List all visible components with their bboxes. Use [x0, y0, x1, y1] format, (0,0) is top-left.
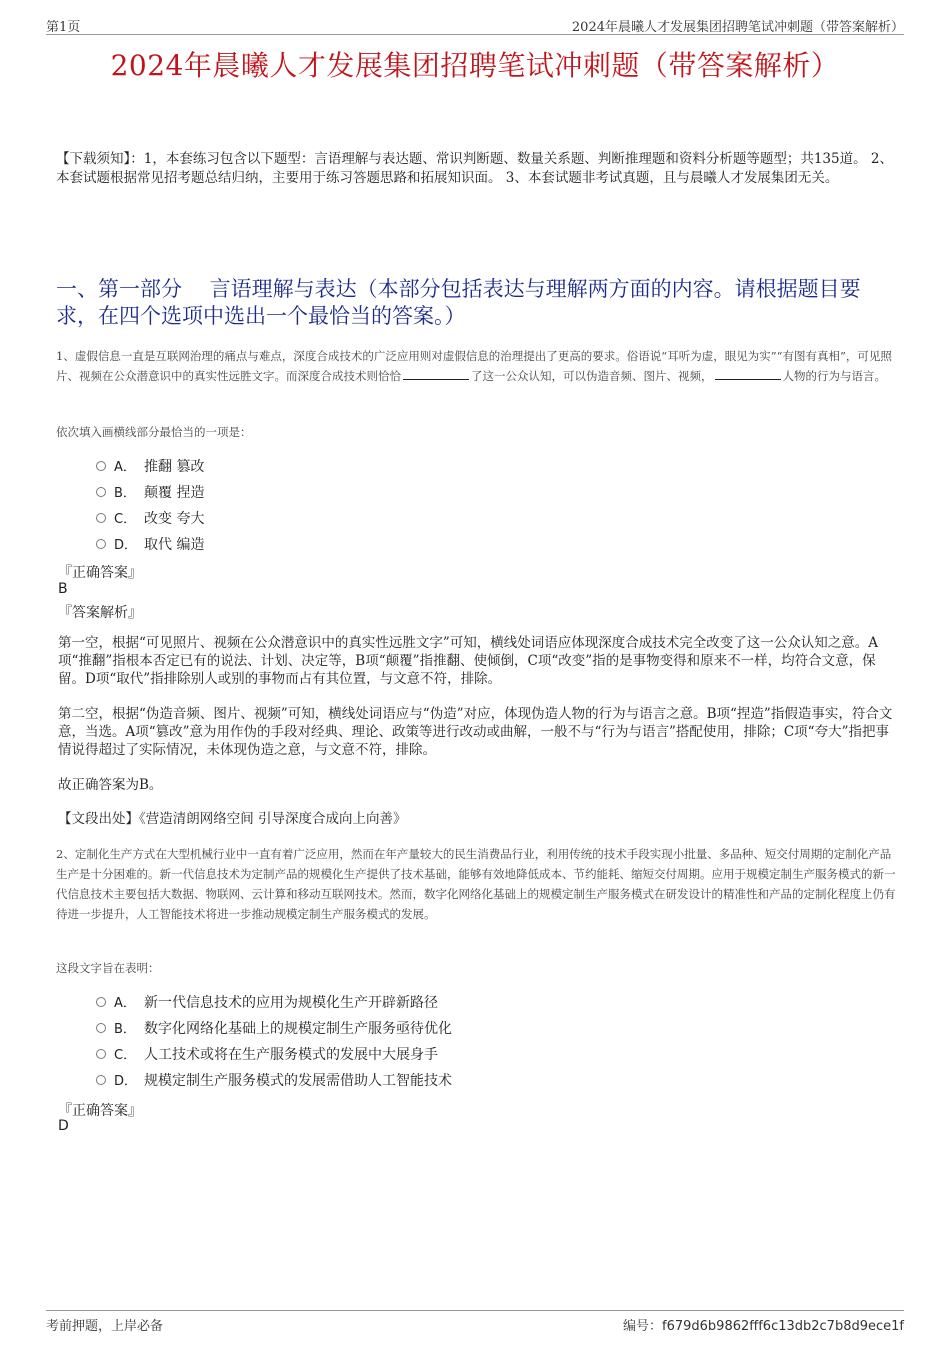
fill-blank	[715, 367, 781, 380]
page-header	[46, 14, 904, 35]
question-1-analysis-para-1: 第一空，根据“可见照片、视频在公众潜意识中的真实性远胜文字”可知，横线处词语应体现深度合成技术完全改变了这一公众认知之意。A项“推翻”指根本否定已有的说法、计划、决定等，B项“颠覆”指推翻、使倾倒，C项“改变”指的是事物变得和原来不一样，均符合文意，保留。D项“取代”指排除别人或别的事物而占有其位置，与文意不符，排除。	[58, 635, 879, 687]
question-1-analysis-label: 『答案解析』	[58, 605, 142, 621]
page-number: 第1页	[46, 20, 81, 35]
footer-slogan: 考前押题，上岸必备	[46, 1319, 164, 1334]
question-1-option-a[interactable]: A． 推翻 篡改	[96, 456, 204, 478]
question-2-answer-label: 『正确答案』	[58, 1103, 142, 1119]
radio-icon[interactable]	[96, 1023, 106, 1033]
question-2-option-c[interactable]: C． 人工技术或将在生产服务模式的发展中大展身手	[96, 1044, 438, 1066]
question-2-option-b[interactable]: B． 数字化网络化基础上的规模定制生产服务亟待优化	[96, 1018, 452, 1040]
radio-icon[interactable]	[96, 1049, 106, 1059]
radio-icon[interactable]	[96, 461, 106, 471]
question-1-answer-label: 『正确答案』	[58, 565, 142, 581]
question-1-prompt: 依次填入画横线部分最恰当的一项是：	[56, 425, 252, 439]
page-footer	[46, 1310, 904, 1334]
question-1-option-c[interactable]: C． 改变 夸大	[96, 508, 204, 530]
section-title: 一、第一部分 言语理解与表达（本部分包括表达与理解两方面的内容。请根据题目要求，在四个选项中选出一个最恰当的答案。）	[56, 277, 861, 328]
radio-icon[interactable]	[96, 997, 106, 1007]
question-1-option-b[interactable]: B． 颠覆 捏造	[96, 482, 204, 504]
question-1-source: 【文段出处】《营造清朗网络空间 引导深度合成向上向善》	[58, 811, 407, 827]
question-1-answer: B	[58, 581, 68, 597]
question-1-option-d[interactable]: D． 取代 编造	[96, 534, 204, 556]
radio-icon[interactable]	[96, 1075, 106, 1085]
radio-icon[interactable]	[96, 539, 106, 549]
question-1-text: 1、虚假信息一直是互联网治理的痛点与难点，深度合成技术的广泛应用则对虚假信息的治理提出了更高的要求。俗语说“耳听为虚，眼见为实”“有图有真相”，可见照片、视频在公众潜意识中的真实性远胜文字。而深度合成技术则恰恰 了这一公众认知，可以伪造音频、图片、视频， 人物的行为与语言。	[56, 349, 892, 383]
download-notice: 【下载须知】：1，本套练习包含以下题型：言语理解与表达题、常识判断题、数量关系题、判断推理题和资料分析题等题型；共135道。 2、本套试题根据常见招考题总结归纳，主要用于练习答题思路和拓展知识面。 3、本套试题非考试真题，且与晨曦人才发展集团无关。	[56, 151, 893, 186]
radio-icon[interactable]	[96, 513, 106, 523]
question-2-prompt: 这段文字旨在表明：	[56, 961, 160, 975]
question-2-option-a[interactable]: A． 新一代信息技术的应用为规模化生产开辟新路径	[96, 992, 438, 1014]
question-2-answer: D	[58, 1118, 69, 1134]
radio-icon[interactable]	[96, 487, 106, 497]
fill-blank	[403, 367, 469, 380]
footer-code: 编号：f679d6b9862fff6c13db2c7b8d9ece1f	[623, 1319, 904, 1334]
header-doc-title: 2024年晨曦人才发展集团招聘笔试冲刺题（带答案解析）	[571, 20, 904, 35]
question-2-text: 2、定制化生产方式在大型机械行业中一直有着广泛应用，然而在年产量较大的民生消费品行业，利用传统的技术手段实现小批量、多品种、短交付周期的定制化产品生产是十分困难的。新一代信息技术为定制产品的规模化生产提供了技术基础，能够有效地降低成本、节约能耗、缩短交付周期。应用于规模定制生产服务模式的新一代信息技术主要包括大数据、物联网、云计算和移动互联网技术。然而，数字化网络化基础上的规模定制生产服务模式在研发设计的精准性和产品的定制化程度上仍有待进一步提升，人工智能技术将进一步推动规模定制生产服务模式的发展。	[56, 847, 896, 921]
question-1-analysis-conclusion: 故正确答案为B。	[58, 777, 163, 793]
question-1-analysis-para-2: 第二空，根据“伪造音频、图片、视频”可知，横线处词语应与“伪造”对应，体现伪造人物的行为与语言之意。B项“捏造”指假造事实，符合文意，当选。A项“篡改”意为用作伪的手段对经典、理论、政策等进行改动或曲解，一般不与“行为与语言”搭配使用，排除；C项“夸大”指把事情说得超过了实际情况，未体现伪造之意，与文意不符，排除。	[58, 706, 893, 758]
document-title: 2024年晨曦人才发展集团招聘笔试冲刺题（带答案解析）	[110, 49, 840, 82]
question-2-option-d[interactable]: D． 规模定制生产服务模式的发展需借助人工智能技术	[96, 1070, 452, 1092]
